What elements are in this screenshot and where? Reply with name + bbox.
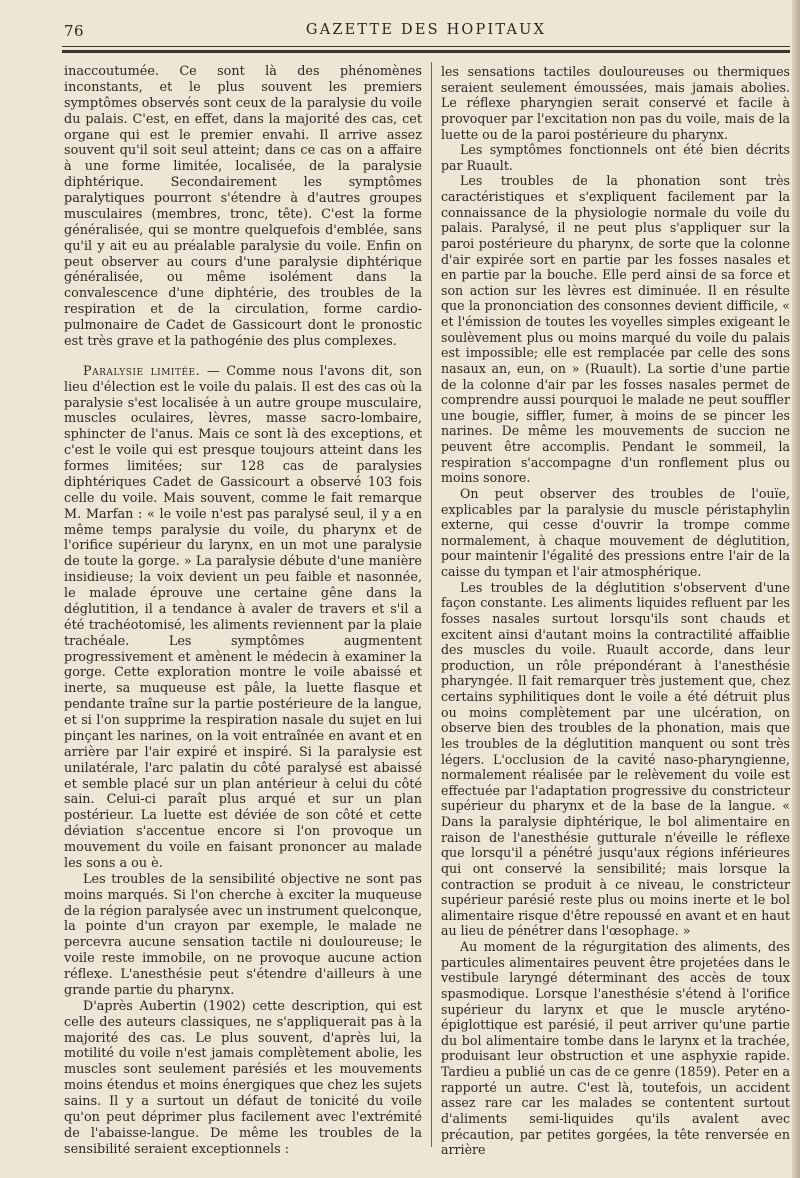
paragraph: les sensations tactiles douloureuses ou thermiques seraient seulement émoussées, mais jamais abolies. Le réflexe pharyngien serait conservé et facile à provoquer par l'excitation non pas du voile, mais de la luette ou de la paroi postérieure du pharynx. <box>441 64 790 142</box>
journal-title: GAZETTE DES HOPITAUX <box>305 22 547 38</box>
paragraph: D'après Aubertin (1902) cette description, qui est celle des auteurs classiques, ne s'appliquerait pas à la majorité des cas. Le plus souvent, d'après lui, la motilité du voile n'est jamais complètement abolie, les muscles sont seulement parésiés et les mouvements moins étendus et moins énergiques que chez les sujets sains. Il y a surtout un défaut de tonicité du voile qu'on peut déprimer plus facilement avec l'extrémité de l'abaisse-langue. De même les troubles de la sensibilité seraient exceptionnels : <box>64 998 422 1157</box>
right-column <box>441 64 790 1158</box>
paragraph-body: — Comme nous l'avons dit, son lieu d'élection est le voile du palais. Il est des cas où la paralysie s'est localisée à un autre groupe musculaire, muscles oculaires, lèvres, masse sacro-lombaire, sphincter de l'anus. Mais ce sont là des exceptions, et c'est le voile qui est presque toujours atteint dans les formes limitées; sur 128 cas de paralysies diphtériques Cadet de Gassicourt a observé 103 fois celle du voile. Mais souvent, comme le fait remarque M. Marfan : « le voile n'est pas paralysé seul, il y a en même temps paralysie du voile, du pharynx et de l'orifice supérieur du larynx, en un mot une paralysie de toute la gorge. » La paralysie débute d'une manière insidieuse; la voix devient un peu faible et nasonnée, le malade éprouve une certaine gêne dans la déglutition, il a tendance à avaler de travers et s'il a été trachéotomisé, les aliments reviennent par la plaie trachéale. Les symptômes augmentent progressivement et amènent le médecin à examiner la gorge. Cette exploration montre le voile abaissé et inerte, sa muqueuse est pâle, la luette flasque et pendante traîne sur la partie postérieure de la langue, et si l'on supprime la respiration nasale du sujet en lui pinçant les narines, on la voit entraînée en avant et en arrière par l'air expiré et inspiré. Si la paralysie est unilatérale, l'arc palatin du côté paralysé est abaissé et semble placé sur un plan antérieur à celui du côté sain. Celui-ci paraît plus arqué et sur un plan postérieur. La luette est déviée de son côté et cette déviation s'accentue encore si l'on provoque un mouvement du voile en faisant prononcer au malade les sons a ou è. <box>64 363 422 871</box>
paragraph: On peut observer des troubles de l'ouïe, explicables par la paralysie du muscle péristaphylin externe, qui cesse d'ouvrir la trompe comme normalement, à chaque mouvement de déglutition, pour maintenir l'égalité des pressions entre l'air de la caisse du tympan et l'air atmosphérique. <box>441 485 790 579</box>
page-edge <box>792 0 800 1178</box>
page-number: 76 <box>64 22 85 40</box>
paragraph: Les troubles de la sensibilité objective ne sont pas moins marqués. Si l'on cherche à exciter la muqueuse de la région paralysée avec un instrument quelconque, la pointe d'un crayon par exemple, le malade ne percevra aucune sensation tactile ni douloureuse; le voile reste immobile, on ne provoque aucune action réflexe. L'anesthésie peut s'étendre d'ailleurs à une grande partie du pharynx. <box>64 871 422 998</box>
left-column <box>64 64 422 1158</box>
paragraph: Les troubles de la déglutition s'observent d'une façon constante. Les aliments liquides refluent par les fosses nasales surtout lorsqu'ils sont chauds et excitent ainsi d'autant moins la contractilité affaiblie des muscles du voile. Ruault accorde, dans leur production, un rôle prépondérant à l'anesthésie pharyngée. Il fait remarquer très justement que, chez certains syphilitiques dont le voile a été détruit plus ou moins complètement par une ulcération, on observe bien des troubles de la phonation, mais que les troubles de la déglutition manquent ou sont très légers. L'occlusion de la cavité naso-pharyngienne, normalement réalisée par le relèvement du voile est effectuée par l'adaptation progressive du constricteur supérieur du pharynx et de la base de la langue. « Dans la paralysie diphtérique, le bol alimentaire en raison de l'anesthésie gutturale n'éveille le réflexe que lorsqu'il a pénétré jusqu'aux régions inférieures qui ont conservé la sensibilité; mais lorsque la contraction se produit à ce niveau, le constricteur supérieur parésié reste plus ou moins inerte et le bol alimentaire risque d'être repoussé en avant et en haut au lieu de pénétrer dans l'œsophage. » <box>441 579 790 939</box>
section-heading: Paralysie limitée. <box>83 363 201 379</box>
paragraph-paralysie-limitee <box>64 364 422 872</box>
paragraph: Au moment de la régurgitation des aliments, des particules alimentaires peuvent être projetées dans le vestibule laryngé déterminant des accès de toux spasmodique. Lorsque l'anesthésie s'étend à l'orifice supérieur du larynx et que le muscle aryténo-épiglottique est parésié, il peut arriver qu'une partie du bol alimentaire tombe dans le larynx et la trachée, produisant leur obstruction et une asphyxie rapide. Tardieu a publié un cas de ce genre (1859). Peter en a rapporté un autre. C'est là, toutefois, un accident assez rare car les malades se contentent surtout d'aliments semi-liquides qu'ils avalent avec précaution, par petites gorgées, la tête renversée en arrière <box>441 939 790 1158</box>
paragraph: inaccoutumée. Ce sont là des phénomènes inconstants, et le plus souvent les premiers symptômes observés sont ceux de la paralysie du voile du palais. C'est, en effet, dans la majorité des cas, cet organe qui est le premier envahi. Il arrive assez souvent qu'il soit seul atteint; dans ce cas on a affaire à une forme limitée, localisée, de la paralysie diphtérique. Secondairement les symptômes paralytiques pourront s'étendre à d'autres groupes musculaires (membres, tronc, tête). C'est la forme généralisée, qui se montre quelquefois d'emblée, sans qu'il y ait eu au préalable paralysie du voile. Enfin on peut observer au cours d'une paralysie diphtérique généralisée, ou même isolément dans la convalescence d'une diphtérie, des troubles de la respiration et de la circulation, forme cardio-pulmonaire de Cadet de Gassicourt dont le pronostic est très grave et la pathogénie des plus complexes. <box>64 64 422 349</box>
page-header <box>62 22 790 44</box>
header-rule-thick <box>62 50 790 53</box>
paragraph: Les troubles de la phonation sont très caractéristiques et s'expliquent facilement par la connaissance de la physiologie normale du voile du palais. Paralysé, il ne peut plus s'appliquer sur la paroi postérieure du pharynx, de sorte que la colonne d'air expirée sort en partie par les fosses nasales et en partie par la bouche. Elle perd ainsi de sa force et son action sur les lèvres est diminuée. Il en résulte que la prononciation des consonnes devient difficile, « et l'émission de toutes les voyelles simples exigeant le soulèvement plus ou moins marqué du voile du palais est impossible; elle est remplacée par celle des sons nasaux an, eun, on » (Ruault). La sortie d'une partie de la colonne d'air par les fosses nasales permet de comprendre aussi pourquoi le malade ne peut souffler une bougie, siffler, fumer, à moins de se pincer les narines. De même les mouvements de succion ne peuvent être accomplis. Pendant le sommeil, la respiration s'accompagne d'un ronflement plus ou moins sonore. <box>441 173 790 486</box>
column-divider <box>431 62 432 1147</box>
header-rule-thin <box>62 46 790 47</box>
paragraph: Les symptômes fonctionnels ont été bien décrits par Ruault. <box>441 142 790 173</box>
